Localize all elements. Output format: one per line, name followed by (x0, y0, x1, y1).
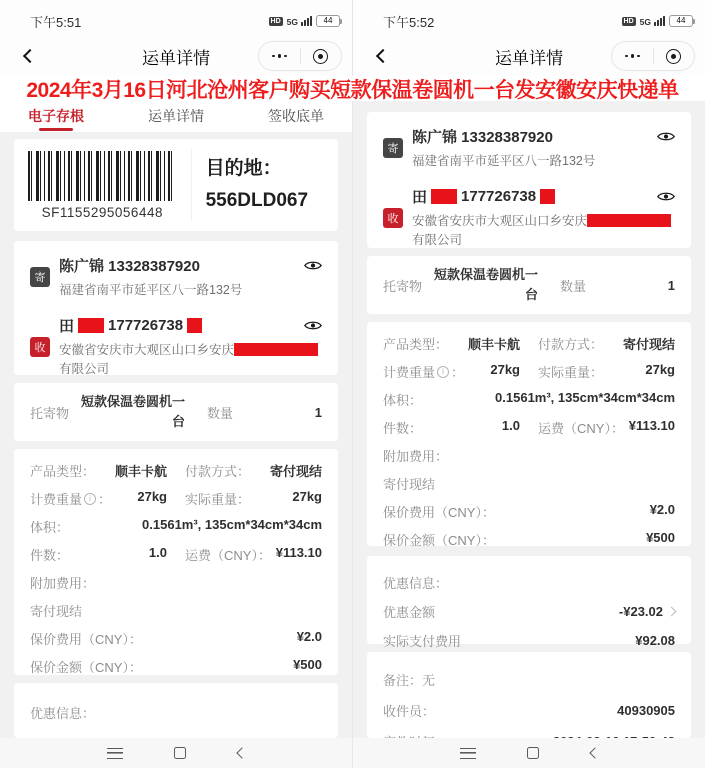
detail-row: 保价费用（CNY）： ¥2.0 (30, 629, 322, 647)
eye-icon[interactable] (657, 191, 675, 202)
scroll-content[interactable] (0, 133, 352, 738)
battery-icon: 44 (669, 15, 693, 27)
sender-address: 福建省南平市延平区八一路132号 (412, 154, 596, 168)
contacts-card (14, 241, 338, 375)
back-icon[interactable] (369, 44, 393, 68)
status-icons (622, 15, 693, 27)
tab-electronic-stub[interactable]: 电子存根 (28, 100, 84, 132)
eye-icon[interactable] (304, 260, 322, 271)
courier-row: 收件员： 40930905 (383, 703, 675, 719)
detail-row: 保价金额（CNY）： ¥500 (30, 657, 322, 675)
page-title: 运单详情 (495, 48, 563, 68)
barcode-card (14, 139, 338, 231)
hd-volte-icon: HD (623, 17, 634, 25)
discount-title: 优惠信息： (383, 576, 449, 591)
tab-signed-receipt[interactable]: 签收底单 (268, 108, 324, 124)
contacts-card (367, 112, 691, 248)
receiver-row (30, 315, 322, 379)
qty-value: 1 (314, 404, 322, 420)
clock: 下午5:51 (30, 14, 82, 30)
destination-label: 目的地： (205, 157, 282, 179)
detail-row: 保价费用（CNY）： ¥2.0 (383, 502, 675, 520)
receiver-phone: 177726738 (108, 316, 184, 334)
home-icon[interactable] (174, 747, 186, 759)
phone-screenshot-left (0, 0, 352, 768)
goods-card (367, 256, 691, 314)
goods-label: 托寄物 (30, 405, 70, 421)
sender-name-phone: 陈广锦 13328387920 (412, 129, 553, 146)
actual-pay-row: 实际支付费用 ¥92.08 (383, 633, 675, 649)
signal-icon: 5G (640, 16, 665, 26)
receiver-badge: 收 (383, 208, 403, 228)
android-nav-bar (353, 738, 705, 768)
sender-row (30, 255, 322, 300)
detail-row: 寄付现结 (30, 604, 83, 619)
redaction-block (540, 189, 555, 204)
sender-name-phone: 陈广锦 13328387920 (59, 258, 200, 275)
more-icon[interactable] (612, 54, 653, 58)
sender-badge: 寄 (30, 267, 50, 287)
sender-badge: 寄 (383, 138, 403, 158)
phone-screenshot-right (352, 0, 705, 768)
detail-row: 保价金额（CNY）： ¥500 (383, 530, 675, 548)
barcode-section (14, 149, 192, 221)
receiver-address: 安徽省安庆市大观区山口乡安庆有限公司 (412, 212, 675, 250)
details-card (367, 322, 691, 546)
detail-row: 产品类型： 顺丰卡航 付款方式： 寄付现结 (383, 337, 675, 352)
goods-value: 短款保温卷圆机一台 (434, 266, 539, 302)
redaction-block (78, 318, 104, 333)
receiver-phone: 177726738 (461, 187, 537, 205)
detail-row: 体积： 0.1561m³, 135cm*34cm*34cm (383, 390, 675, 408)
home-icon[interactable] (527, 747, 539, 759)
receiver-row (383, 186, 675, 250)
goods-value: 短款保温卷圆机一台 (81, 393, 186, 429)
eye-icon[interactable] (304, 320, 322, 331)
status-bar (353, 0, 705, 36)
status-icons (269, 15, 340, 27)
goods-label: 托寄物 (383, 278, 423, 294)
detail-row: 附加费用： (30, 576, 96, 591)
discount-title: 优惠信息： (30, 706, 96, 721)
extra-info-card (367, 652, 691, 738)
receiver-name: 田 (412, 188, 428, 206)
tab-waybill-detail[interactable]: 运单详情 (148, 108, 204, 124)
qty-label: 数量 (207, 405, 234, 421)
miniprogram-capsule (611, 41, 695, 71)
more-icon[interactable] (259, 54, 300, 58)
signal-bars-icon (654, 16, 665, 26)
status-bar (0, 0, 352, 36)
nav-bar (0, 36, 352, 76)
destination-code: 556DLD067 (205, 190, 309, 211)
detail-row: 产品类型： 顺丰卡航 付款方式： 寄付现结 (30, 464, 322, 479)
menu-icon[interactable] (107, 748, 123, 759)
back-nav-icon[interactable] (236, 747, 247, 758)
nav-bar (353, 36, 705, 76)
page-title: 运单详情 (142, 48, 210, 68)
detail-row: 附加费用： (383, 449, 449, 464)
redaction-block (187, 318, 202, 333)
battery-icon: 44 (316, 15, 340, 27)
discount-amount-row[interactable]: 优惠金额 -¥23.02 (383, 597, 675, 626)
detail-row: 计费重量 i ： 27kg 实际重量： 27kg (383, 362, 675, 380)
hd-volte-icon: HD (270, 17, 281, 25)
receiver-name: 田 (59, 317, 75, 335)
info-icon[interactable]: i (437, 366, 449, 378)
discount-card (367, 556, 691, 649)
signal-icon: 5G (287, 16, 312, 26)
discount-card (14, 683, 338, 738)
qty-value: 1 (667, 277, 675, 293)
goods-card (14, 383, 338, 441)
receiver-address: 安徽省安庆市大观区山口乡安庆有限公司 (59, 341, 322, 379)
redaction-block (431, 189, 457, 204)
tracking-number: SF1155295056448 (41, 204, 163, 220)
redaction-block (234, 343, 318, 356)
remark-row: 备注： 无 (383, 673, 436, 688)
barcode-image (28, 151, 176, 201)
menu-icon[interactable] (460, 748, 476, 759)
chevron-right-icon (667, 607, 677, 617)
destination-section (192, 149, 338, 221)
close-target-icon[interactable] (654, 49, 695, 64)
detail-row: 体积： 0.1561m³, 135cm*34cm*34cm (30, 517, 322, 535)
detail-row: 件数： 1.0 运费（CNY）： ¥113.10 (30, 545, 322, 563)
redaction-block (587, 214, 671, 227)
details-card (14, 449, 338, 675)
android-nav-bar (0, 738, 352, 768)
detail-row: 件数： 1.0 运费（CNY）： ¥113.10 (383, 418, 675, 436)
scroll-content[interactable] (353, 76, 705, 738)
qty-label: 数量 (560, 278, 587, 294)
receiver-badge: 收 (30, 337, 50, 357)
eye-icon[interactable] (657, 131, 675, 142)
info-icon[interactable]: i (84, 493, 96, 505)
detail-row: 寄付现结 (383, 477, 436, 492)
tab-bar (0, 100, 352, 133)
back-icon[interactable] (16, 44, 40, 68)
sender-address: 福建省南平市延平区八一路132号 (59, 283, 243, 297)
miniprogram-capsule (258, 41, 342, 71)
back-nav-icon[interactable] (589, 747, 600, 758)
clock: 下午5:52 (383, 14, 435, 30)
close-target-icon[interactable] (301, 49, 342, 64)
active-tab-underline (39, 128, 73, 131)
signal-bars-icon (301, 16, 312, 26)
sender-row (383, 126, 675, 171)
annotation-banner: 2024年3月16日河北沧州客户购买短款保温卷圆机一台发安徽安庆快递单 (0, 76, 705, 101)
detail-row: 计费重量 i ： 27kg 实际重量： 27kg (30, 489, 322, 507)
